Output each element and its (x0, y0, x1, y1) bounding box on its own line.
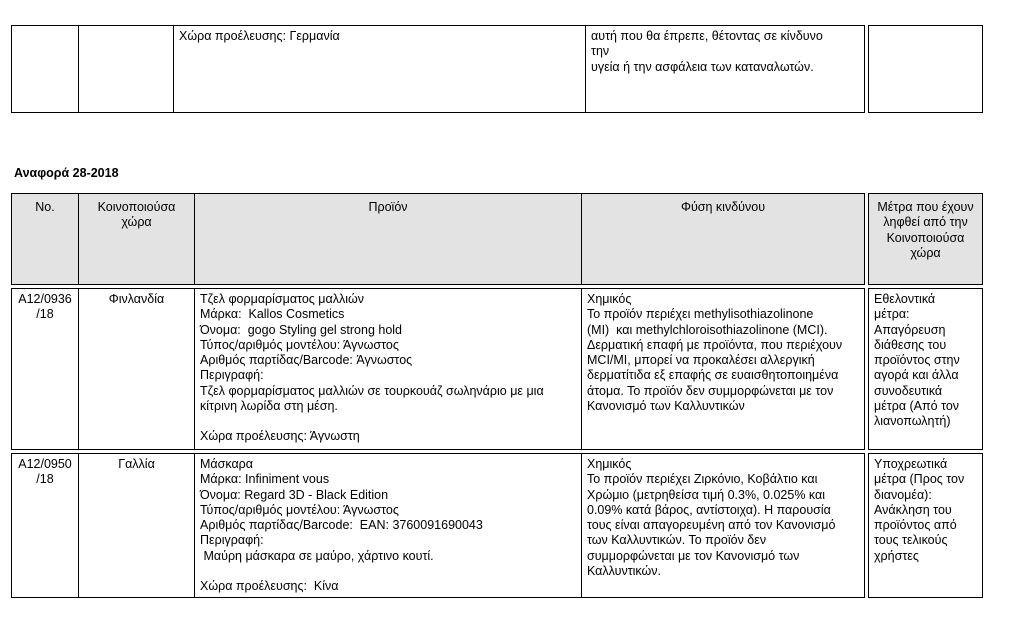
row1-product-spacer (200, 414, 576, 429)
row1-no-line: A12/0936 (18, 292, 72, 306)
row1-measures-line: λιανοπωλητή) (874, 414, 951, 429)
row2-risk-line: τους είναι απαγορευμένη από τον Κανονισμό (587, 518, 836, 533)
row2-measures-line: τους τελικούς (874, 533, 948, 548)
row2-product-spacer (200, 564, 576, 579)
top-measures-cell (868, 25, 983, 113)
row1-risk-line: Χημικός (587, 292, 632, 306)
row1-risk-line: δερματίτιδα εξ επαφής σε ευαισθητοποιημένα (587, 368, 839, 383)
row2-product-cell (194, 453, 582, 598)
header-risk (581, 193, 865, 285)
row2-risk-line: Καλλυντικών. (587, 564, 661, 579)
header-product (194, 193, 582, 285)
row1-origin: Χώρα προέλευσης: Άγνωστη (200, 429, 360, 444)
top-risk-line: υγεία ή την ασφάλεια των καταναλωτών. (591, 59, 814, 74)
row2-risk-line: των Καλλυντικών. Το προϊόν δεν (587, 533, 767, 548)
row1-risk-line: Κανονισμό των Καλλυντικών (587, 399, 745, 414)
row2-measures-line: Υποχρεωτικά (874, 457, 948, 471)
header-measures (868, 193, 983, 285)
row1-product-cell (194, 288, 582, 450)
top-risk-line: την (591, 44, 610, 59)
row1-measures-line: Εθελοντικά (874, 292, 936, 306)
row1-risk-line: Το προϊόν περιέχει methylisothiazolinone (587, 307, 814, 322)
row1-product-line: Αριθμός παρτίδας/Barcode: Άγνωστος (200, 353, 413, 368)
row1-risk-cell (581, 288, 865, 450)
row1-country-cell (78, 288, 195, 450)
row2-product-line: Τύπος/αριθμός μοντέλου: Άγνωστος (200, 502, 399, 517)
row2-risk-line: Χρώμιο (μετρηθείσα τιμή 0.3%, 0.025% και (587, 487, 826, 502)
row1-product-line: Τζελ φορμαρίσματος μαλλιών σε τουρκουάζ σωληνάριο με μια (200, 383, 544, 398)
row2-measures-line: μέτρα (Προς τον (874, 472, 965, 487)
header-country-line: Κοινοποιούσα (97, 200, 176, 214)
row2-country: Γαλλία (118, 457, 155, 471)
header-country-line: χώρα (121, 215, 152, 230)
report-title: Αναφορά 28-2018 (14, 166, 119, 180)
row1-measures-line: αγορά και άλλα (874, 368, 959, 383)
top-risk-cell (585, 25, 865, 113)
row2-measures-line: προϊόντος από (874, 518, 957, 533)
row2-risk-line: συμμορφώνεται με τον Κανονισμό των (587, 548, 800, 563)
row2-country-cell (78, 453, 195, 598)
row2-no-cell (11, 453, 79, 598)
header-measures-line: Μέτρα που έχουν (877, 200, 974, 214)
header-risk-label: Φύση κινδύνου (680, 200, 766, 214)
row2-no-line: /18 (36, 472, 54, 487)
row2-risk-cell (581, 453, 865, 598)
header-measures-line: ληφθεί από την (883, 215, 968, 230)
row1-risk-line: (MI) και methylchloroisothiazolinone (MCI). (587, 322, 828, 337)
row1-product-line: Τύπος/αριθμός μοντέλου: Άγνωστος (200, 337, 399, 352)
row1-no-line: /18 (36, 307, 54, 322)
header-country (78, 193, 195, 285)
top-country-cell (78, 25, 174, 113)
row1-risk-line: Δερματική επαφή με προϊόντα, που περιέχουν (587, 337, 843, 352)
row2-product-line: Αριθμός παρτίδας/Barcode: EAN: 3760091690043 (200, 518, 483, 533)
row1-measures-line: μέτρα (Από τον (874, 399, 960, 414)
top-product-line: Χώρα προέλευσης: Γερμανία (179, 29, 340, 43)
row2-product-line: Μαύρη μάσκαρα σε μαύρο, χάρτινο κουτί. (200, 548, 434, 563)
header-no (11, 193, 79, 285)
row1-measures-line: μέτρα: (874, 307, 910, 322)
row1-product-line: Μάρκα: Kallos Cosmetics (200, 307, 345, 322)
row1-product-line: κίτρινη λωρίδα στη μέση. (200, 399, 338, 414)
row1-measures-cell (868, 288, 983, 450)
row1-measures-line: διάθεσης του (874, 337, 947, 352)
row1-country: Φινλανδία (108, 292, 165, 306)
top-product-cell (173, 25, 586, 113)
row1-measures-line: προϊόντος στην (874, 353, 960, 368)
top-no-cell (11, 25, 79, 113)
row2-risk-line: 0.09% κατά βάρος, αντίστοιχα). Η παρουσία (587, 502, 831, 517)
row1-product-line: Όνομα: gogo Styling gel strong hold (200, 322, 403, 337)
row2-measures-line: διανομέα): (874, 487, 932, 502)
row2-product-line: Μάσκαρα (200, 457, 254, 471)
row1-measures-line: Απαγόρευση (874, 322, 946, 337)
row1-product-line: Περιγραφή: (200, 368, 264, 383)
row2-origin: Χώρα προέλευσης: Κίνα (200, 579, 339, 594)
row1-risk-line: άτομα. Το προϊόν δεν συμμορφώνεται με τον (587, 383, 834, 398)
row2-risk-line: Το προϊόν περιέχει Ζιρκόνιο, Κοβάλτιο και (587, 472, 818, 487)
top-risk-line: αυτή που θα έπρεπε, θέτοντας σε κίνδυνο (591, 29, 823, 43)
row2-measures-line: χρήστες (874, 548, 919, 563)
row2-product-line: Περιγραφή: (200, 533, 264, 548)
row2-product-line: Μάρκα: Infiniment vous (200, 472, 330, 487)
row1-product-line: Τζελ φορμαρίσματος μαλλιών (200, 292, 364, 306)
row1-measures-line: συνοδευτικά (874, 383, 943, 398)
header-measures-line: Κοινοποιούσα (886, 230, 965, 245)
row2-product-line: Όνομα: Regard 3D - Black Edition (200, 487, 389, 502)
header-no-label: No. (35, 200, 55, 214)
row1-no-cell (11, 288, 79, 450)
row2-no-line: A12/0950 (18, 457, 72, 471)
row2-measures-cell (868, 453, 983, 598)
header-measures-line: χώρα (910, 245, 941, 260)
row2-risk-line: Χημικός (587, 457, 632, 471)
header-product-label: Προϊόν (368, 200, 408, 214)
row2-measures-line: Ανάκληση του (874, 502, 952, 517)
row1-risk-line: MCI/MI, μπορεί να προκαλέσει αλλεργική (587, 353, 815, 368)
